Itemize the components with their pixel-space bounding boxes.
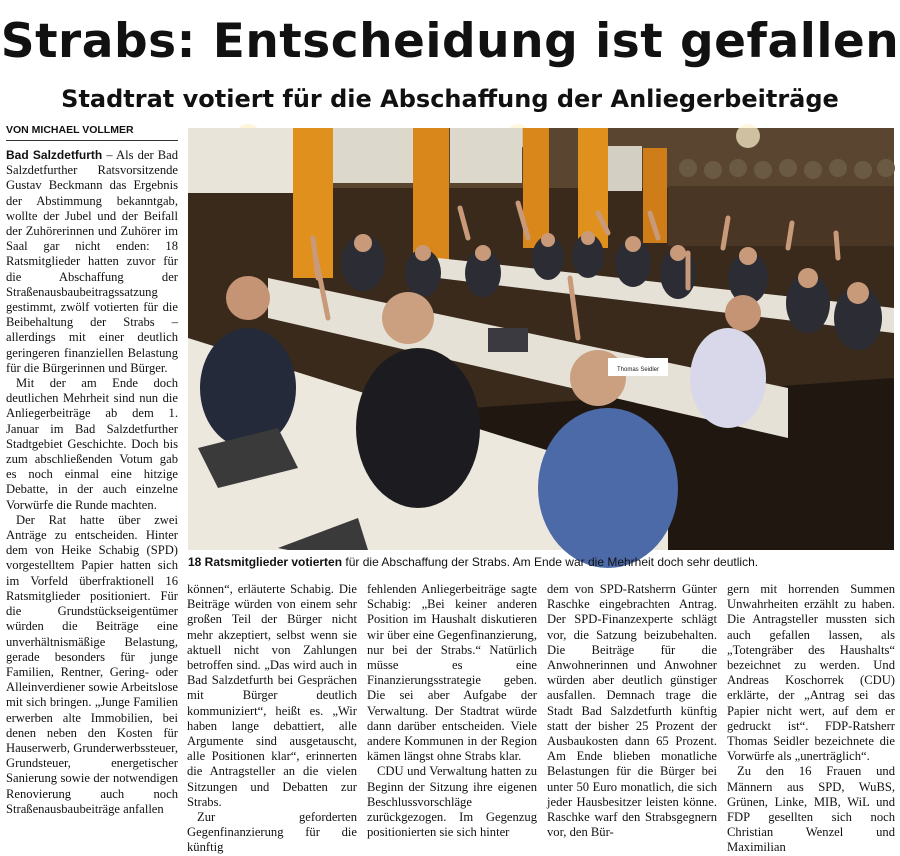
- article-column-3: [367, 582, 537, 838]
- paragraph: gern mit horrenden Summen Unwahrheiten erzählt zu haben. Die Antragsteller mussten sich auch gefallen lassen, als „Totengräber des Haushalts“ bezeichnet zu werden. Und Andreas Koschorrek (CDU) erklärte, der „Antrag sei das Papier nicht wert, auf dem er gedruckt ist“. FDP-Ratsherr Thomas Seidler bezeichnete die Vorwürfe als „unerträglich“.: [727, 582, 895, 764]
- paragraph: [6, 148, 178, 376]
- byline-divider: [6, 140, 178, 141]
- article-column-2: [187, 582, 357, 855]
- paragraph: fehlenden Anliegerbeiträge sagte Schabig: „Bei keiner anderen Position im Haushalt diskutieren wir über eine Gegenfinanzierung, nur bei der Strabs.“ Natürlich müsse es eine Finanzierungsstrategie geben. Die sei aber Aufgabe der Verwaltung. Der Stadtrat würde dann darüber entscheiden. Viele andere Kommunen in der Region kämen längst ohne Strabs klar.: [367, 582, 537, 764]
- article-photo: [188, 128, 894, 550]
- paragraph-text: – Als der Bad Salzdetfurther Ratsvorsitzende Gustav Beckmann das Ergebnis der Abstimmung bekanntgab, wollte der Jubel und der Beifall der Zuhörerinnen und Zuhörer im Saal gar nicht enden: 18 Ratsmitglieder hatten zuvor für die Abschaffung der Straßenausbaubeitragssatzung gestimmt, zwölf votierten für die Beibehaltung der Strabs – allerdings mit einer deutlich geringeren finanziellen Belastung für die Bürgerinnen und Bürger.: [6, 148, 178, 375]
- paragraph: Mit der am Ende doch deutlichen Mehrheit sind nun die Anliegerbeiträge ab dem 1. Januar im Bad Salzdetfurther Stadtgebiet Geschichte. Doch bis zum abschließenden Votum gab es noch einmal eine hitzige Debatte, in der auch einzelne Vorwürfe die Runde machten.: [6, 376, 178, 512]
- caption-bold: 18 Ratsmitglieder votierten: [188, 555, 343, 569]
- headline: Strabs: Entscheidung ist gefallen: [0, 14, 900, 69]
- subheadline: Stadtrat votiert für die Abschaffung der Anliegerbeiträge: [61, 85, 839, 113]
- paragraph: Der Rat hatte über zwei Anträge zu entscheiden. Hinter dem von Heike Schabig (SPD) vorgestelltem Papier hatten sich im Vorfeld überfraktionell 16 Ratsmitglieder positioniert. Für die Grundstückseigentümer würden die Beiträge eine unverhältnismäßige Belastung, gerade besonders für junge Familien, Rentner, Gering- oder Alleinverdiener sowie Arbeitslose mit sich bringen. „Junge Familien erwerben alte Immobilien, bei denen neben den Kosten für Hauserwerb, Grunderwerbssteuer, Grundsteuer, energetischer Sanierung sowie der notwendigen Renovierung auch noch Straßenausbaubeiträge anfallen: [6, 512, 178, 816]
- article-column-1: [6, 148, 178, 838]
- paragraph: CDU und Verwaltung hatten zu Beginn der Sitzung ihre eigenen Beschlussvorschläge zurückgezogen. Im Gegenzug positionierten sie sich hinter: [367, 764, 537, 840]
- article-column-5: [727, 582, 895, 855]
- paragraph: dem von SPD-Ratsherrn Günter Raschke eingebrachten Antrag. Der SPD-Finanzexperte schlägt vor, die Satzung beizubehalten. Die Beiträge für die Anwohnerinnen und Anwohner würden aber deutlich günstiger ausfallen. Demnach trage die Stadt Bad Salzdetfurth künftig statt der bisher 25 Prozent der Ausbaukosten dann 65 Prozent. Am Ende blieben monatliche Belastungen für die Bürger bei unter 50 Euro monatlich, die sich jeder Hausbesitzer leisten könne. Raschke warf den Strabsgegnern vor, den Bür-: [547, 582, 717, 840]
- photo-caption: [188, 554, 894, 570]
- paragraph: Zu den 16 Frauen und Männern aus SPD, WuBS, Grünen, Linke, MIB, WiL und FDP gesellten sich noch Christian Wenzel und Maximilian: [727, 764, 895, 855]
- paragraph: Zur geforderten Gegenfinanzierung für die künftig: [187, 810, 357, 855]
- caption-text: für die Abschaffung der Strabs. Am Ende war die Mehrheit doch sehr deutlich.: [342, 555, 759, 569]
- dateline-place: Bad Salzdetfurth: [6, 148, 103, 162]
- paragraph: können“, erläuterte Schabig. Die Beiträge würden von einem sehr großen Teil der Bürger nicht mehr akzeptiert, selbst wenn sie aktuell nicht von Zahlungen betroffen sind. „Das wird auch in Bad Salzdetfurth bei Gesprächen mit Bürger deutlich kommuniziert“, heißt es. „Wir haben lange debattiert, alle Argumente sind ausgetauscht, alle Positionen klar“, erinnerten die Antragsteller an die vielen Sitzungen und Debatten zur Strabs.: [187, 582, 357, 809]
- council-meeting-photo: [188, 128, 894, 550]
- byline: VON MICHAEL VOLLMER: [6, 124, 134, 136]
- article-column-4: [547, 582, 717, 838]
- name-sign-text: Thomas Seidler: [616, 367, 660, 373]
